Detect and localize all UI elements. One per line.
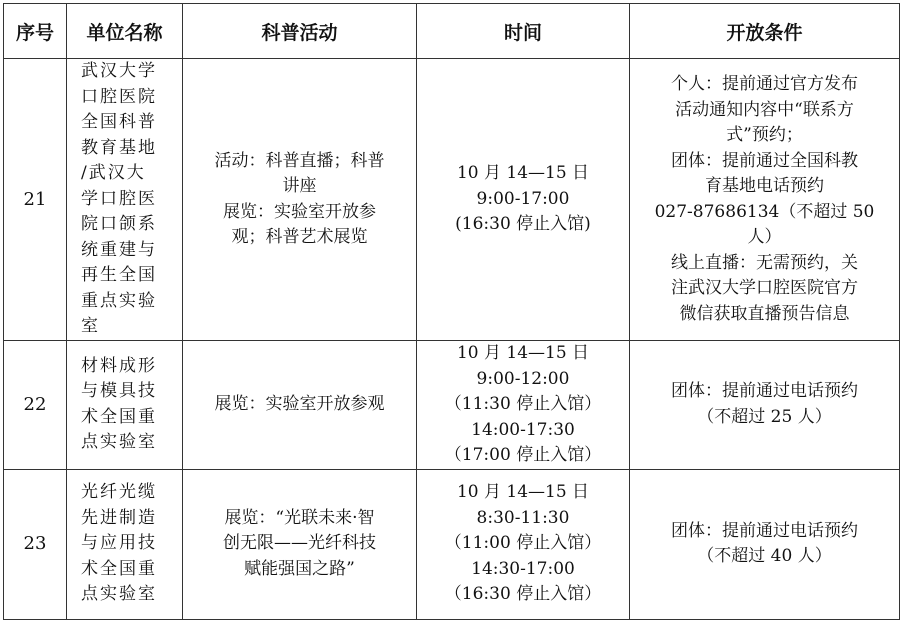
cell-conditions-line: 027-87686134（不超过 50: [654, 201, 875, 222]
cell-conditions: [630, 341, 900, 470]
cell-activity-line: 活动：科普直播；科普: [214, 150, 385, 171]
cell-unit-line: 点实验室: [81, 432, 157, 453]
cell-activity-line: 展览：“光联未来·智: [224, 507, 375, 528]
cell-conditions-line: 线上直播：无需预约，关: [671, 252, 858, 273]
cell-activity: [183, 59, 417, 341]
cell-unit-line: 点实验室: [81, 584, 157, 605]
cell-activity-line: 展览：实验室开放参: [223, 201, 376, 222]
header-conditions: 开放条件: [630, 4, 900, 59]
cell-seq: 23: [4, 469, 67, 619]
cell-unit-line: 武汉大学: [81, 61, 157, 82]
cell-conditions-line: 注武汉大学口腔医院官方: [671, 278, 858, 298]
cell-time-line: （11:00 停止入馆）: [444, 533, 602, 554]
cell-activity-line: 观；科普艺术展览: [231, 227, 368, 247]
cell-unit-line: 重点实验: [81, 290, 157, 311]
cell-conditions-line: （不超过 40 人）: [697, 546, 832, 566]
cell-activity-line: 展览：实验室开放参观: [214, 394, 385, 414]
cell-unit-line: 教育基地: [81, 137, 157, 158]
cell-unit-line: 院口颌系: [81, 214, 157, 235]
cell-conditions-line: 团体：提前通过电话预约: [671, 520, 858, 541]
cell-time-line: （11:30 停止入馆）: [444, 394, 602, 414]
cell-unit-line: 学口腔医: [81, 188, 157, 209]
cell-conditions-line: 团体：提前通过全国科教: [671, 150, 858, 171]
cell-time: [417, 469, 630, 619]
cell-unit-line: 口腔医院: [81, 86, 157, 107]
cell-seq: 22: [4, 341, 67, 470]
cell-time-line: 10 月 14—15 日: [456, 482, 590, 503]
cell-unit-line: 术全国重: [81, 406, 157, 427]
cell-activity-line: 创无限——光纤科技: [223, 533, 376, 554]
cell-unit-line: 先进制造: [81, 507, 157, 528]
cell-unit-line: 与应用技: [81, 533, 157, 554]
cell-unit-line: 材料成形: [81, 355, 157, 376]
header-unit: 单位名称: [67, 4, 183, 59]
cell-conditions-line: （不超过 25 人）: [697, 406, 832, 427]
cell-activity: [183, 469, 417, 619]
cell-unit-line: 全国科普: [81, 112, 157, 133]
cell-conditions: [630, 469, 900, 619]
cell-activity-line: 讲座: [282, 176, 317, 196]
cell-conditions-line: 活动通知内容中“联系方: [675, 99, 854, 120]
cell-unit-line: 再生全国: [81, 265, 157, 286]
header-seq: 序号: [4, 4, 67, 59]
cell-time-line: 10 月 14—15 日: [456, 163, 590, 184]
cell-activity-line: 赋能强国之路”: [244, 558, 355, 579]
cell-unit-line: 与模具技: [81, 381, 157, 402]
cell-unit-line: 光纤光缆: [81, 482, 157, 503]
cell-conditions-line: 个人：提前通过官方发布: [671, 74, 858, 94]
cell-conditions-line: 人）: [747, 227, 782, 247]
cell-conditions-line: 式”预约；: [726, 125, 803, 145]
cell-time-line: 14:30-17:00: [471, 558, 575, 579]
cell-unit-line: /武汉大: [81, 163, 146, 184]
cell-unit: [67, 341, 183, 470]
cell-time: [417, 59, 630, 341]
cell-unit-line: 术全国重: [81, 558, 157, 579]
cell-conditions: [630, 59, 900, 341]
cell-time-line: （16:30 停止入馆）: [444, 584, 602, 605]
cell-conditions-line: 育基地电话预约: [705, 176, 824, 196]
header-activity: 科普活动: [183, 4, 417, 59]
cell-seq: 21: [4, 59, 67, 341]
table-row: [4, 59, 900, 341]
cell-unit-line: 室: [81, 316, 100, 337]
table-row: [4, 341, 900, 470]
table-row: [4, 469, 900, 619]
cell-time-line: 14:00-17:30: [471, 419, 575, 440]
cell-time: [417, 341, 630, 470]
header-row: [4, 4, 900, 59]
cell-activity: [183, 341, 417, 470]
cell-time-line: （17:00 停止入馆）: [444, 445, 602, 465]
cell-time-line: 8:30-11:30: [476, 507, 570, 528]
cell-unit: [67, 59, 183, 341]
header-time: 时间: [417, 4, 630, 59]
cell-time-line: 10 月 14—15 日: [456, 343, 590, 363]
cell-time-line: 9:00-12:00: [476, 368, 570, 389]
cell-conditions-line: 微信获取直播预告信息: [679, 303, 850, 324]
cell-unit-line: 统重建与: [81, 239, 157, 260]
cell-time-line: (16:30 停止入馆): [455, 214, 591, 235]
cell-unit: [67, 469, 183, 619]
events-table: [3, 3, 900, 620]
cell-conditions-line: 团体：提前通过电话预约: [671, 381, 858, 402]
cell-time-line: 9:00-17:00: [476, 188, 570, 209]
